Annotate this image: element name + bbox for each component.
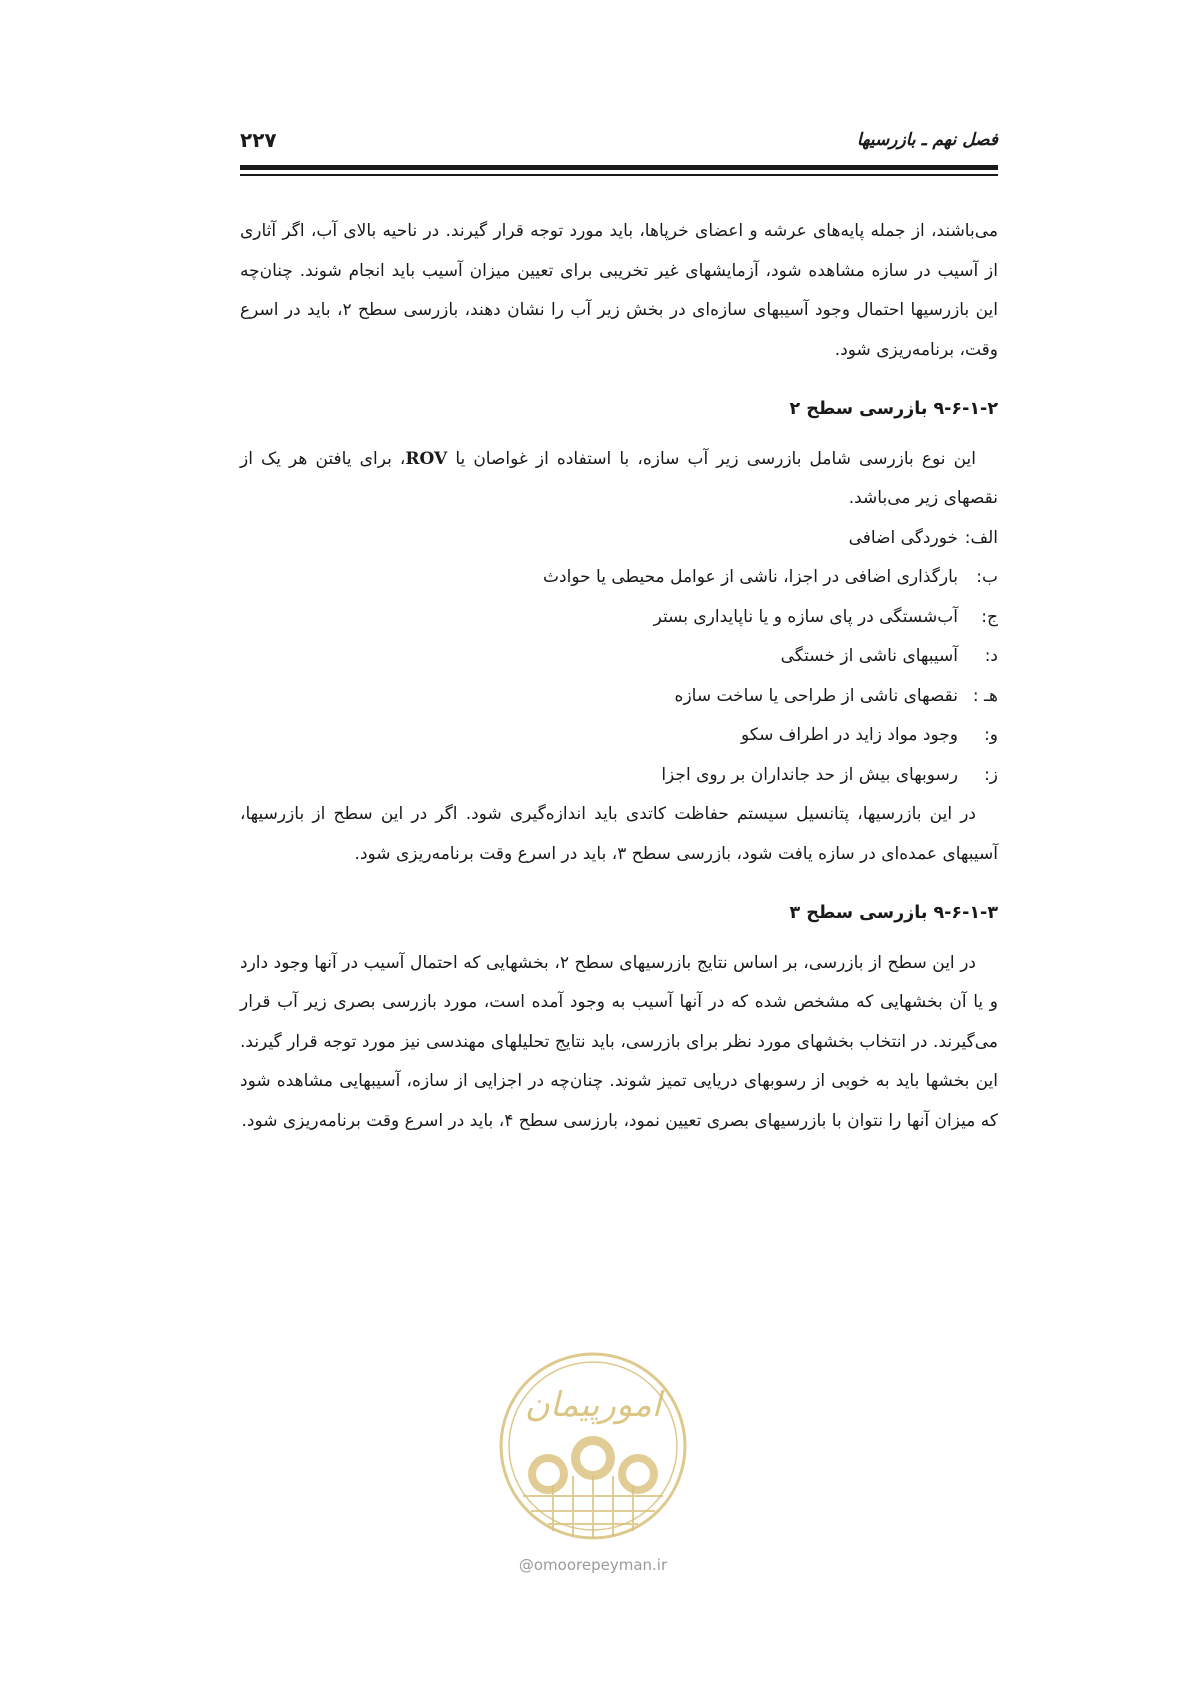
section2-intro-paragraph [240, 440, 998, 519]
watermark-url: @omoorepeyman.ir [518, 1556, 668, 1574]
page-number: ۲۲۷ [240, 128, 277, 152]
page-body [240, 212, 998, 1141]
list-item-text: نقصهای ناشی از طراحی یا ساخت سازه [674, 685, 958, 706]
list-item [240, 756, 998, 796]
list-marker: الف: [964, 527, 998, 548]
section3-paragraph: در این سطح از بازرسی، بر اساس نتایج بازرسیهای سطح ۲، بخشهایی که احتمال آسیب در آنها وجود دارد و یا آن بخشهایی که مشخص شده که در آنها آسیب به وجود آمده است، مورد بازرسی بصری زیر آب قرار می‌گیرند. در انتخاب بخشهای مورد نظر برای بازرسی، باید نتایج تحلیلهای مهندسی نیز مورد توجه قرار گیرند. این بخشها باید به خوبی از رسوبهای دریایی تمیز شوند. چنان‌چه در اجزایی از سازه، آسیبهایی مشاهده شود که میزان آنها را نتوان با بازرسیهای بصری تعیین نمود، بارزسی سطح ۴، باید در اسرع وقت برنامه‌ریزی شود. [240, 952, 998, 1131]
list-item-text: خوردگی اضافی [848, 527, 958, 548]
section2-intro-text-end: ، برای یافتن هر یک از نقصهای زیر می‌باشد. [240, 448, 998, 508]
list-item [240, 677, 998, 717]
list-item [240, 558, 998, 598]
section-heading-level2: ۹-۶-۱-۲ بازرسی سطح ۲ [789, 399, 998, 419]
list-marker: ب: [976, 567, 998, 587]
watermark-logo [493, 1346, 693, 1546]
list-item-text: بارگذاری اضافی در اجزا، ناشی از عوامل محیطی یا حوادث [543, 567, 958, 587]
chapter-title: فصل نهم ـ بازرسیها [856, 130, 998, 150]
rov-term: ROV [405, 448, 448, 469]
header-rule-thin [240, 174, 998, 176]
list-marker: و: [984, 725, 998, 745]
list-marker: د: [984, 646, 998, 666]
section2-closing-paragraph: در این بازرسیها، پتانسیل سیستم حفاظت کاتدی باید اندازه‌گیری شود. اگر در این سطح از بازرسیها، آسیبهای عمده‌ای در سازه یافت شود، بازرسی سطح ۳، باید در اسرع وقت برنامه‌ریزی شود. [240, 804, 998, 864]
list-item [240, 716, 998, 756]
page-header [240, 126, 998, 156]
header-rule-thick [240, 165, 998, 170]
watermark-logo-text: امورپیمان [524, 1385, 662, 1425]
intro-paragraph: می‌باشند، از جمله پایه‌های عرشه و اعضای خرپاها، باید مورد توجه قرار گیرند. در ناحیه بالای آب، اگر آثاری از آسیب در سازه مشاهده شود، آزمایشهای غیر تخریبی برای تعیین میزان آسیب باید انجام شوند. چنان‌چه این بازرسیها احتمال وجود آسیبهای سازه‌ای در بخش زیر آب را نشان دهند، بازرسی سطح ۲، باید در اسرع وقت، برنامه‌ریزی شود. [240, 221, 998, 360]
list-item [240, 598, 998, 638]
list-marker: ج: [981, 606, 998, 627]
list-item-text: وجود مواد زاید در اطراف سکو [740, 725, 958, 745]
section-heading-level3: ۹-۶-۱-۳ بازرسی سطح ۳ [789, 903, 998, 923]
list-marker: هـ : [972, 685, 998, 706]
list-item-text: رسوبهای بیش از حد جانداران بر روی اجزا [661, 764, 958, 785]
list-item [240, 519, 998, 559]
list-item [240, 637, 998, 677]
defects-list [240, 519, 998, 796]
watermark-seal-icon [493, 1346, 693, 1546]
section2-intro-text: این نوع بازرسی شامل بازرسی زیر آب سازه، با استفاده از غواصان یا [455, 448, 977, 469]
list-item-text: آب‌شستگی در پای سازه و یا ناپایداری بستر [653, 606, 958, 627]
list-marker: ز: [984, 764, 998, 785]
list-item-text: آسیبهای ناشی از خستگی [780, 646, 958, 666]
